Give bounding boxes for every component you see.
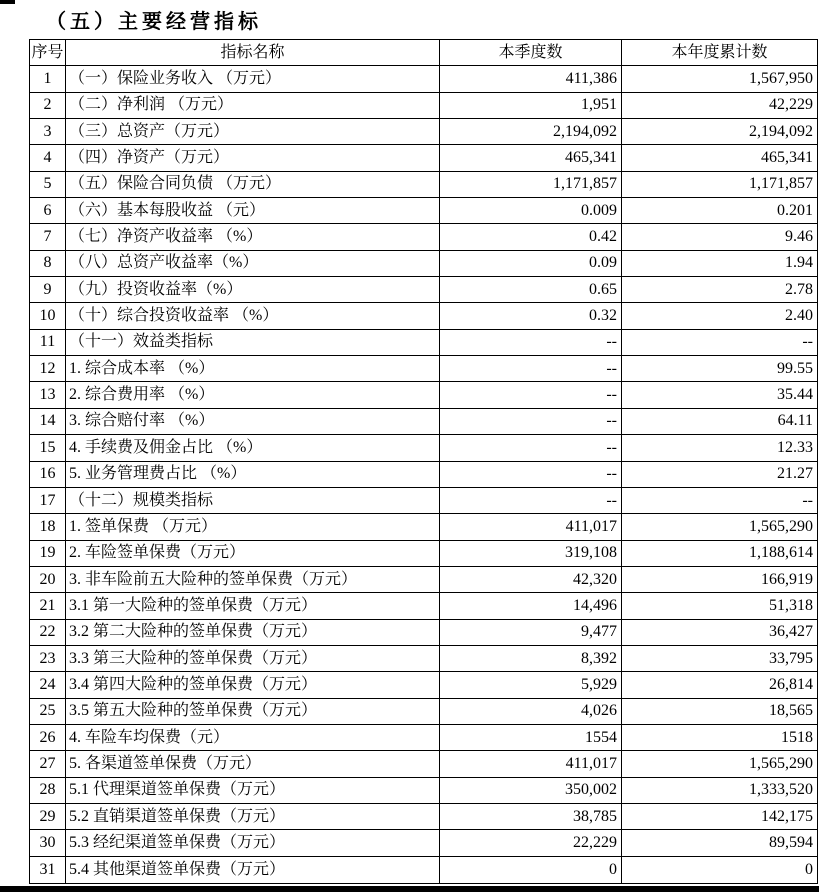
row-serial-number: 8 — [30, 251, 66, 277]
row-serial-number: 20 — [30, 567, 66, 593]
indicator-name: （十二）规模类指标 — [66, 488, 440, 514]
row-serial-number: 18 — [30, 514, 66, 540]
quarter-value: 5,929 — [440, 672, 622, 698]
year-cumulative-value: 2.78 — [622, 277, 817, 303]
indicator-name: （三）总资产（万元） — [66, 119, 440, 145]
indicator-name: 4. 车险车均保费（元） — [66, 725, 440, 751]
quarter-value: 0.42 — [440, 224, 622, 250]
quarter-value: 319,108 — [440, 541, 622, 567]
quarter-value: 2,194,092 — [440, 119, 622, 145]
year-cumulative-value: 1,333,520 — [622, 778, 817, 804]
quarter-value: 22,229 — [440, 830, 622, 856]
year-cumulative-value: 0.201 — [622, 198, 817, 224]
column-header-quarter: 本季度数 — [440, 40, 622, 66]
indicator-name: （二）净利润 （万元） — [66, 93, 440, 119]
year-cumulative-value: 465,341 — [622, 145, 817, 171]
row-serial-number: 12 — [30, 356, 66, 382]
row-serial-number: 16 — [30, 462, 66, 488]
quarter-value: 411,386 — [440, 66, 622, 92]
quarter-value: 9,477 — [440, 620, 622, 646]
row-serial-number: 11 — [30, 330, 66, 356]
row-serial-number: 23 — [30, 646, 66, 672]
column-header-serial: 序号 — [30, 40, 66, 66]
year-cumulative-value: 1,171,857 — [622, 172, 817, 198]
indicator-name: 5.3 经纪渠道签单保费（万元） — [66, 830, 440, 856]
indicator-name: （一）保险业务收入 （万元） — [66, 66, 440, 92]
quarter-value: 8,392 — [440, 646, 622, 672]
page-edge-mark — [0, 0, 15, 4]
row-serial-number: 26 — [30, 725, 66, 751]
indicator-name: （七）净资产收益率 （%） — [66, 224, 440, 250]
quarter-value: 0.09 — [440, 251, 622, 277]
year-cumulative-value: 21.27 — [622, 462, 817, 488]
year-cumulative-value: 35.44 — [622, 382, 817, 408]
indicator-name: （四）净资产（万元） — [66, 145, 440, 171]
row-serial-number: 1 — [30, 66, 66, 92]
quarter-value: 465,341 — [440, 145, 622, 171]
row-serial-number: 10 — [30, 303, 66, 329]
indicator-name: （九）投资收益率（%） — [66, 277, 440, 303]
quarter-value: -- — [440, 409, 622, 435]
quarter-value: -- — [440, 488, 622, 514]
indicator-name: 3.1 第一大险种的签单保费（万元） — [66, 593, 440, 619]
year-cumulative-value: 33,795 — [622, 646, 817, 672]
row-serial-number: 22 — [30, 620, 66, 646]
indicator-name: 4. 手续费及佣金占比 （%） — [66, 435, 440, 461]
row-serial-number: 19 — [30, 541, 66, 567]
quarter-value: -- — [440, 330, 622, 356]
year-cumulative-value: 12.33 — [622, 435, 817, 461]
row-serial-number: 31 — [30, 857, 66, 883]
row-serial-number: 2 — [30, 93, 66, 119]
row-serial-number: 5 — [30, 172, 66, 198]
indicator-name: 3.2 第二大险种的签单保费（万元） — [66, 620, 440, 646]
year-cumulative-value: 1518 — [622, 725, 817, 751]
year-cumulative-value: 1,565,290 — [622, 751, 817, 777]
quarter-value: -- — [440, 382, 622, 408]
bottom-page-rule — [0, 886, 819, 892]
quarter-value: -- — [440, 435, 622, 461]
year-cumulative-value: -- — [622, 488, 817, 514]
operating-indicators-table — [29, 39, 818, 884]
indicator-name: 5.2 直销渠道签单保费（万元） — [66, 804, 440, 830]
row-serial-number: 9 — [30, 277, 66, 303]
year-cumulative-value: 2.40 — [622, 303, 817, 329]
row-serial-number: 6 — [30, 198, 66, 224]
indicator-name: 1. 综合成本率 （%） — [66, 356, 440, 382]
year-cumulative-value: 0 — [805, 860, 813, 878]
indicator-name: 2. 车险签单保费（万元） — [66, 541, 440, 567]
row-serial-number: 4 — [30, 145, 66, 171]
year-cumulative-value: 42,229 — [622, 93, 817, 119]
quarter-value: 14,496 — [440, 593, 622, 619]
quarter-value: 1,171,857 — [440, 172, 622, 198]
year-cumulative-value: 9.46 — [622, 224, 817, 250]
quarter-value: 1,951 — [440, 93, 622, 119]
row-serial-number: 29 — [30, 804, 66, 830]
quarter-value: 0.65 — [440, 277, 622, 303]
indicator-name: 5. 各渠道签单保费（万元） — [66, 751, 440, 777]
row-serial-number: 15 — [30, 435, 66, 461]
quarter-value: 4,026 — [440, 699, 622, 725]
quarter-value: 0.32 — [440, 303, 622, 329]
quarter-value: 0 — [440, 857, 622, 883]
indicator-name: （六）基本每股收益 （元） — [66, 198, 440, 224]
year-cumulative-value: 2,194,092 — [622, 119, 817, 145]
year-cumulative-value: 26,814 — [622, 672, 817, 698]
indicator-name: 3.4 第四大险种的签单保费（万元） — [66, 672, 440, 698]
indicator-name: 5.4 其他渠道签单保费（万元） — [66, 857, 440, 883]
year-cumulative-value: 64.11 — [622, 409, 817, 435]
row-serial-number: 27 — [30, 751, 66, 777]
row-serial-number: 30 — [30, 830, 66, 856]
year-cumulative-value: 142,175 — [622, 804, 817, 830]
year-cumulative-value: 1,567,950 — [622, 66, 817, 92]
indicator-name: 3.3 第三大险种的签单保费（万元） — [66, 646, 440, 672]
year-cumulative-value: 166,919 — [622, 567, 817, 593]
row-serial-number: 21 — [30, 593, 66, 619]
indicator-name: （十一）效益类指标 — [66, 330, 440, 356]
year-cumulative-value: 1.94 — [622, 251, 817, 277]
quarter-value: 411,017 — [440, 514, 622, 540]
quarter-value: 42,320 — [440, 567, 622, 593]
indicator-name: 3. 综合赔付率 （%） — [66, 409, 440, 435]
column-header-year-cumulative: 本年度累计数 — [622, 40, 817, 66]
year-cumulative-value: 51,318 — [622, 593, 817, 619]
indicator-name: 5.1 代理渠道签单保费（万元） — [66, 778, 440, 804]
column-header-indicator-name: 指标名称 — [66, 40, 440, 66]
indicator-name: 5. 业务管理费占比 （%） — [66, 462, 440, 488]
year-cumulative-value: 18,565 — [622, 699, 817, 725]
year-cumulative-value: -- — [622, 330, 817, 356]
page-title: （五）主要经营指标 — [46, 11, 262, 33]
year-cumulative-value: 89,594 — [622, 830, 817, 856]
indicator-name: 3.5 第五大险种的签单保费（万元） — [66, 699, 440, 725]
row-serial-number: 25 — [30, 699, 66, 725]
quarter-value: 1554 — [440, 725, 622, 751]
quarter-value: -- — [440, 356, 622, 382]
quarter-value: 38,785 — [440, 804, 622, 830]
indicator-name: 2. 综合费用率 （%） — [66, 382, 440, 408]
row-serial-number: 28 — [30, 778, 66, 804]
year-cumulative-value: 99.55 — [622, 356, 817, 382]
row-serial-number: 7 — [30, 224, 66, 250]
indicator-name: 3. 非车险前五大险种的签单保费（万元） — [66, 567, 440, 593]
year-cumulative-value: 1,188,614 — [622, 541, 817, 567]
row-serial-number: 3 — [30, 119, 66, 145]
quarter-value: 350,002 — [440, 778, 622, 804]
indicator-name: 1. 签单保费 （万元） — [66, 514, 440, 540]
row-serial-number: 24 — [30, 672, 66, 698]
year-cumulative-value: 1,565,290 — [622, 514, 817, 540]
row-serial-number: 17 — [30, 488, 66, 514]
quarter-value: 411,017 — [440, 751, 622, 777]
indicator-name: （十）综合投资收益率 （%） — [66, 303, 440, 329]
indicator-name: （五）保险合同负债 （万元） — [66, 172, 440, 198]
quarter-value: 0.009 — [440, 198, 622, 224]
quarter-value: -- — [440, 462, 622, 488]
year-cumulative-value: 36,427 — [622, 620, 817, 646]
row-serial-number: 13 — [30, 382, 66, 408]
row-serial-number: 14 — [30, 409, 66, 435]
indicator-name: （八）总资产收益率（%） — [66, 251, 440, 277]
